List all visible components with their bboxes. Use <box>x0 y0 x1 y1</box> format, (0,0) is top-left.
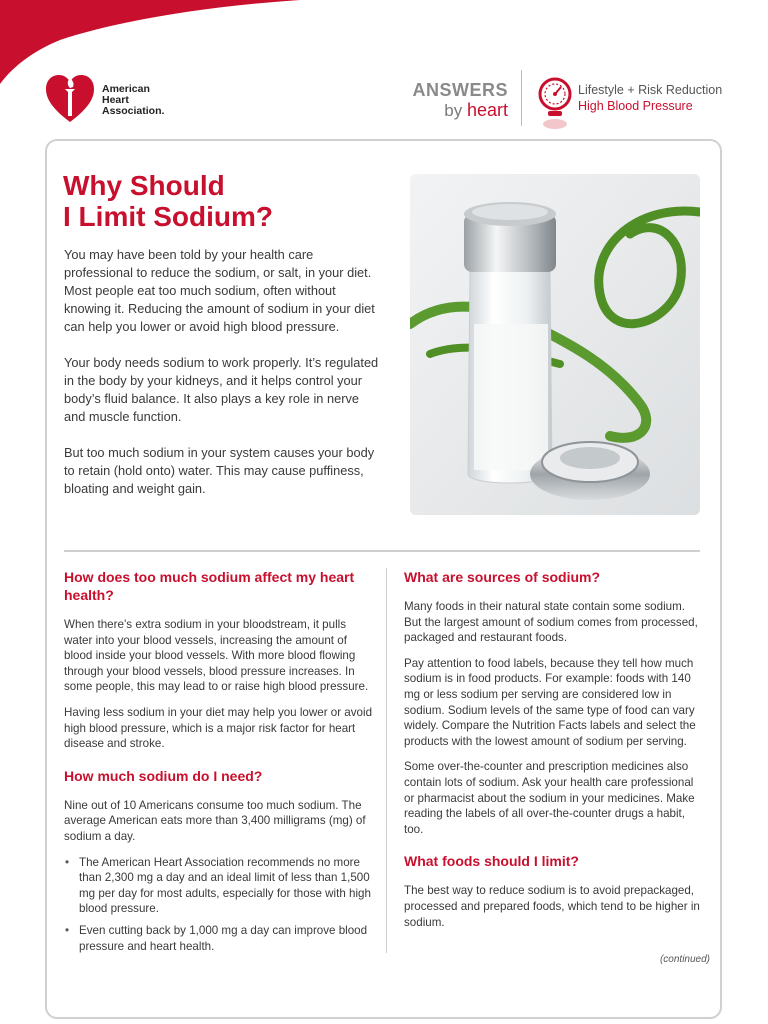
bullet-list <box>64 855 376 955</box>
heart-label: heart <box>466 100 508 120</box>
section-heading: How much sodium do I need? <box>64 767 263 784</box>
answers-by-heart-logo <box>400 80 508 121</box>
by-label: by <box>444 101 463 120</box>
intro-text <box>64 246 382 516</box>
blood-pressure-gauge-icon <box>537 76 573 134</box>
continued-note: (continued) <box>659 954 710 965</box>
topic-name: High Blood Pressure <box>578 99 693 113</box>
intro-paragraph: You may have been told by your health care professional to reduce the sodium, or salt, in your diet. Most people eat too much sodium, often without knowing it. Reducing the amount of sodium in your diet can help you lower or avoid high blood pressure. <box>64 247 375 334</box>
list-item: • The American Heart Association recommends no more than 2,300 mg a day and an ideal limit of less than 1,500 mg per day for most adults, especially for those with high blood pressure. <box>64 855 376 917</box>
column-divider <box>386 568 387 953</box>
aha-torch-heart-icon <box>44 72 96 124</box>
section-heading: What are sources of sodium? <box>404 569 601 585</box>
section-divider <box>64 550 700 552</box>
photo-illustration <box>410 174 700 515</box>
by-heart-label <box>400 100 508 121</box>
page-title-line-1: Why Should <box>63 170 225 201</box>
header-divider <box>521 70 522 126</box>
body-paragraph: Having less sodium in your diet may help you lower or avoid high blood pressure, which is a major risk factor for heart disease and stroke. <box>64 705 373 751</box>
body-paragraph: Pay attention to food labels, because they tell how much sodium is in food products. For example: foods with 140 mg or less sodium per serving are considered low in sodium. Sodium levels of the same type of food can vary widely. Compare the Nutrition Facts labels and select the products with the lowest amount of sodium per serving. <box>404 656 696 748</box>
topic-category: Lifestyle + Risk Reduction <box>578 83 723 97</box>
salt-shaker-stethoscope-photo <box>410 174 700 515</box>
answers-label: ANSWERS <box>412 80 508 100</box>
intro-paragraph: Your body needs sodium to work properly. It’s regulated in the body by your kidneys, and it helps control your body’s fluid balance. It also plays a key role in nerve and muscle function. <box>64 355 379 424</box>
org-name-line-2: Heart <box>102 94 129 106</box>
body-paragraph: When there’s extra sodium in your bloodstream, it pulls water into your blood vessels, increasing the amount of blood inside your blood vessels. With more blood flowing through your blood vessels, blood pressure increases. In some people, this may lead to or raise high blood pressure. <box>64 618 369 694</box>
body-paragraph: Some over-the-counter and prescription medicines also contain lots of sodium. Ask your health care professional or pharmacist about the sodium in your medicines. Make reading the labels of all over-the-counter drugs a habit, too. <box>404 760 695 836</box>
right-column <box>404 568 700 940</box>
page-title <box>63 170 363 232</box>
org-name-line-3: Association. <box>102 105 165 117</box>
section-heading: What foods should I limit? <box>404 853 579 870</box>
body-paragraph: The best way to reduce sodium is to avoid prepackaged, processed and prepared foods, which tend to be higher in sodium. <box>404 884 700 929</box>
aha-logo[interactable] <box>44 72 184 126</box>
aha-wordmark <box>102 84 164 117</box>
body-paragraph: Many foods in their natural state contain some sodium. But the largest amount of sodium comes from processed, packaged and restaurant foods. <box>404 600 698 645</box>
topic-label <box>578 82 722 114</box>
section-heading: How does too much sodium affect my heart health? <box>64 569 355 603</box>
list-item: • Even cutting back by 1,000 mg a day can improve blood pressure and heart health. <box>64 923 376 954</box>
intro-paragraph: But too much sodium in your system causes your body to retain (hold onto) water. This may cause puffiness, bloating and weight gain. <box>64 445 375 496</box>
body-paragraph: Nine out of 10 Americans consume too much sodium. The average American eats more than 3,400 milligrams (mg) of sodium a day. <box>64 798 366 843</box>
left-column <box>64 568 376 960</box>
org-name-line-1: American <box>102 83 150 95</box>
page-title-line-2: I Limit Sodium? <box>63 201 273 232</box>
